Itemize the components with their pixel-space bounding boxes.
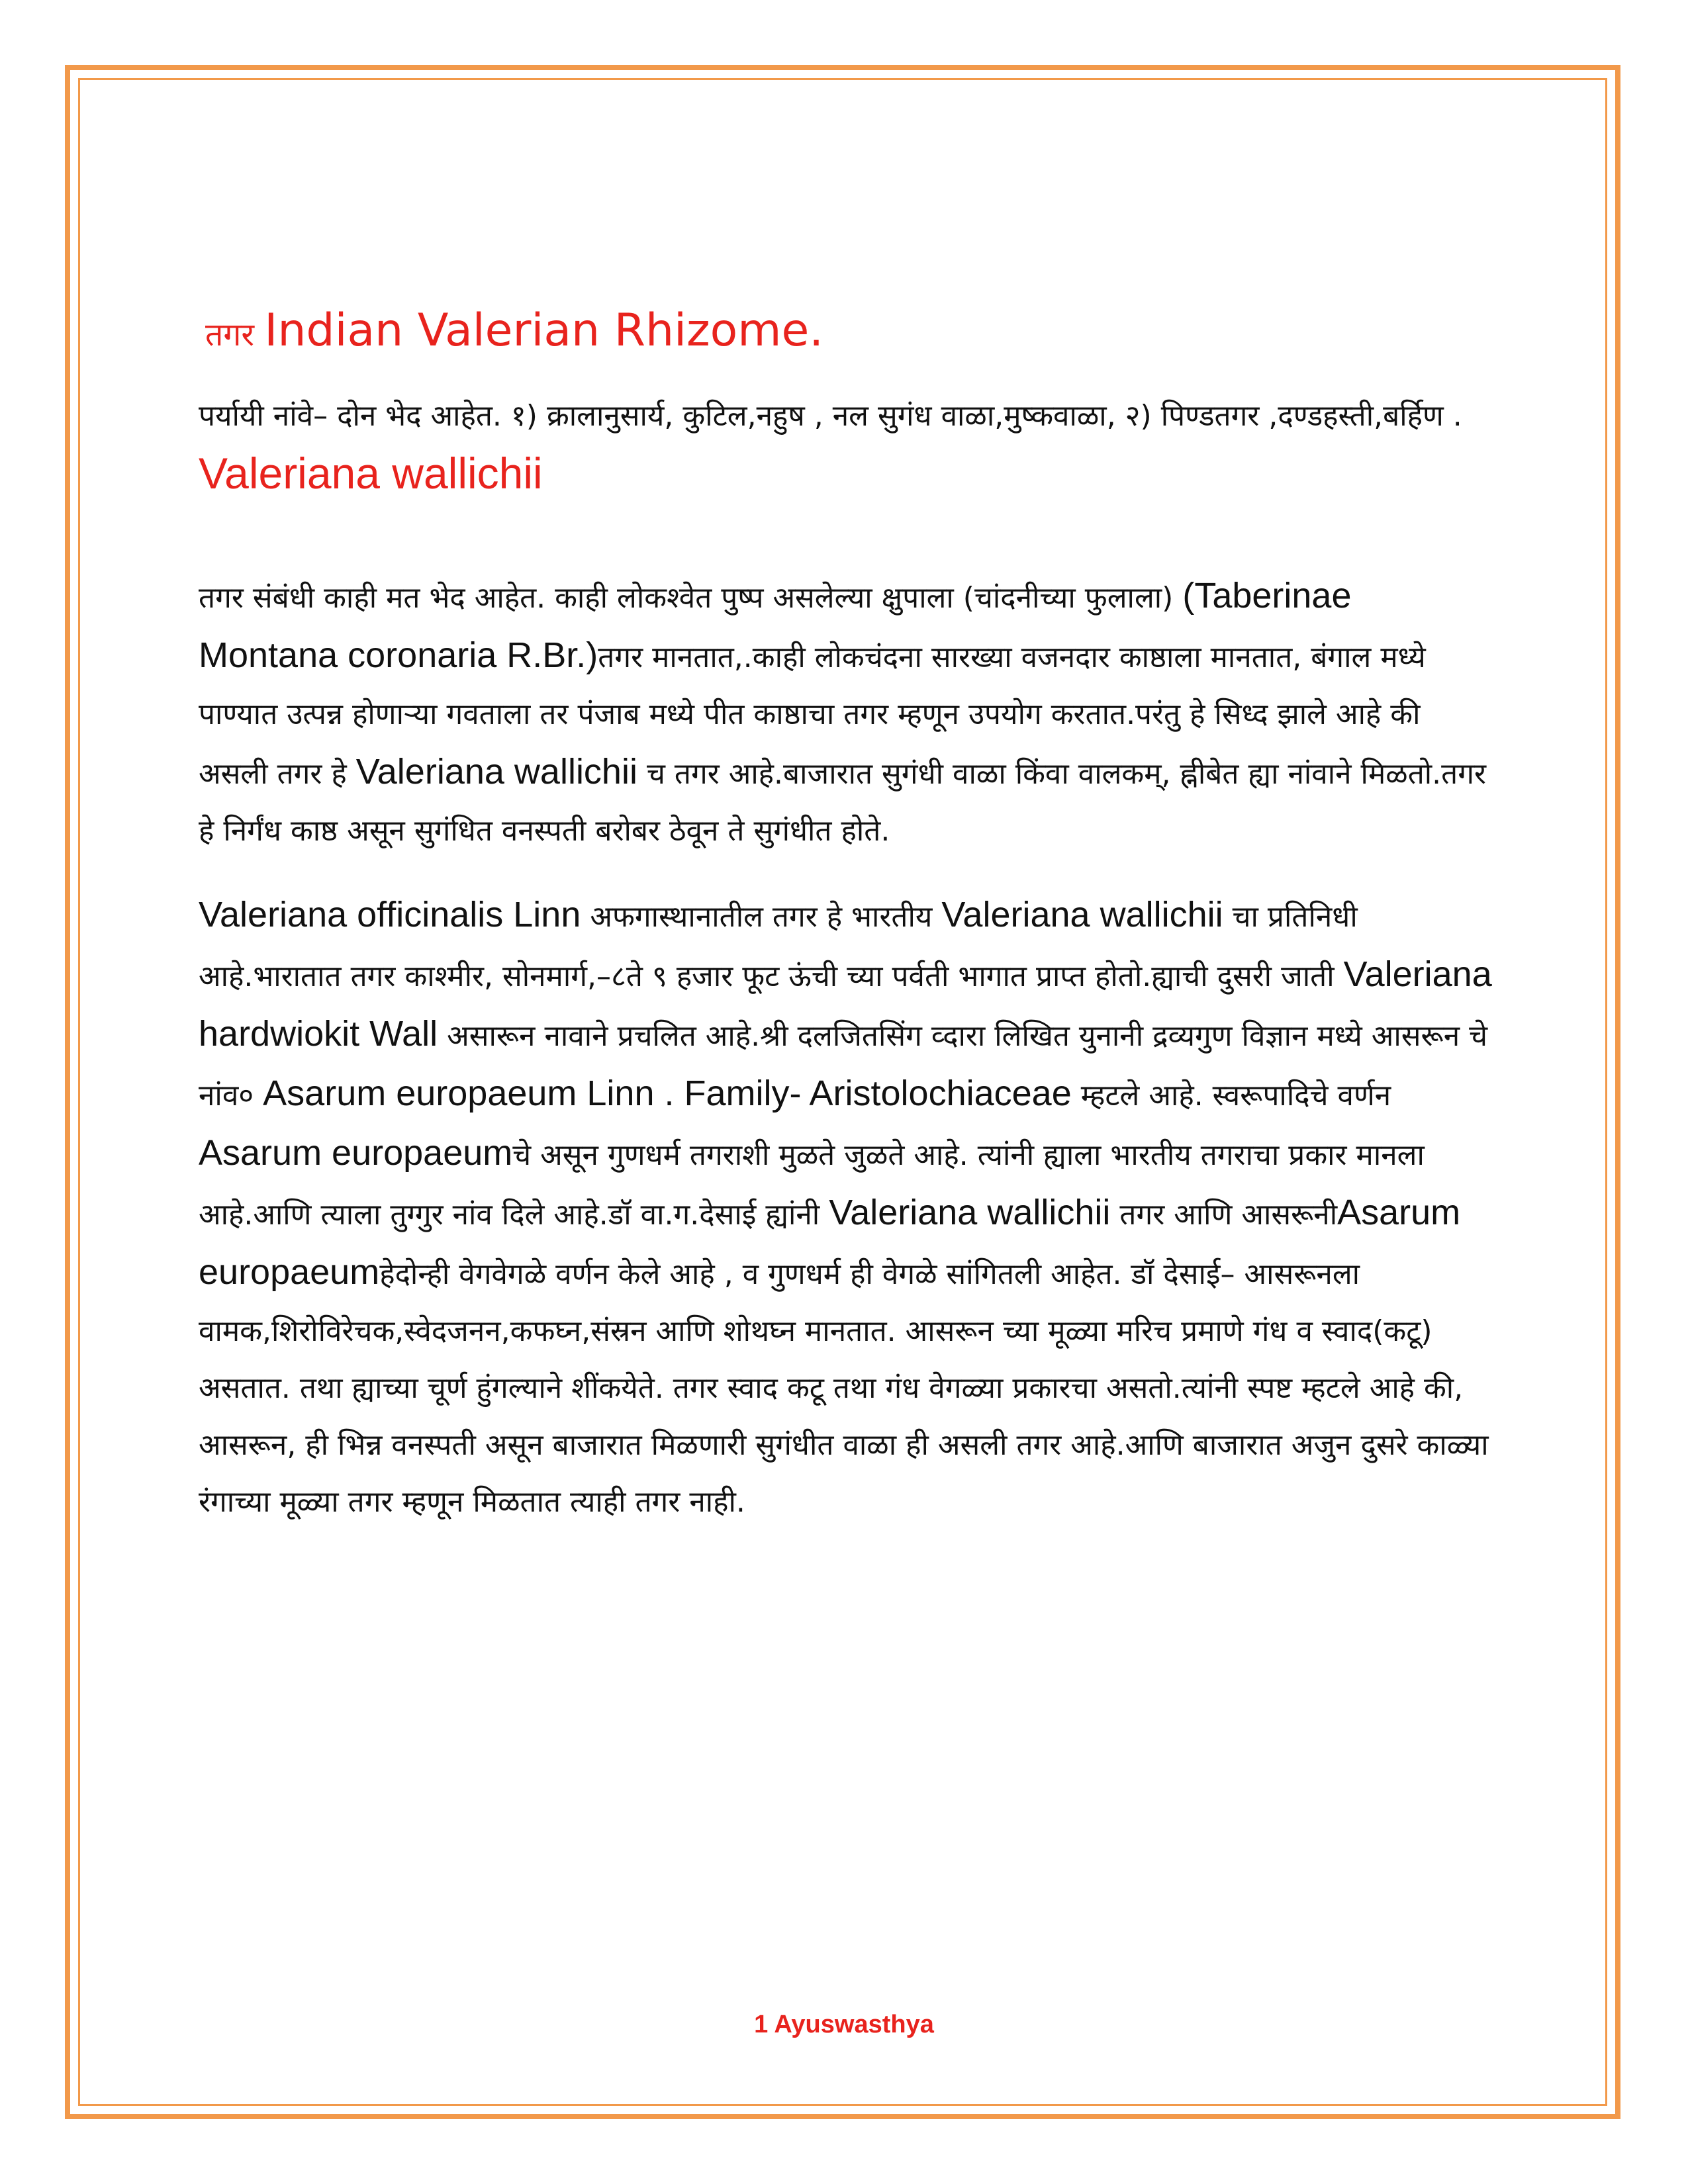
p3-part7: हेदोन्ही वेगवेगळे वर्णन केले आहे , व गुणधर्म ही वेगळे सांगितली आहेत. डॉ देसाई– आसरूनला वामक,शिरोविरेचक,स्वेदजनन,कफघ्न,संस्रन आणि शोथघ्न मानतात. आसरून च्या मूळ्या मरिच प्रमाणे गंध व स्वाद(कटू) असतात. तथा ह्याच्या चूर्ण हुंगल्याने शींकयेते. तगर स्वाद कटू तथा गंध वेगळ्या प्रकारचा असतो.त्यांनी स्पष्ट म्हटले आहे की, आसरून, ही भिन्न वनस्पती असून बाजारात मिळणारी सुगंधीत वाळा ही असली तगर आहे.आणि बाजारात अजुन दुसरे काळ्या रंगाच्या मूळ्या तगर म्हणून मिळतात त्याही तगर नाही. xyxy=(199,1257,1489,1519)
p3-part5: चे असून गुणधर्म तगराशी मुळते जुळते आहे. त्यांनी ह्याला भारतीय तगराचा प्रकार मानला आहे.आणि त्याला तुग्गुर नांव दिले आहे.डॉ वा.ग.देसाई ह्यांनी xyxy=(199,1138,1425,1232)
p3-latin1: Valeriana officinalis Linn xyxy=(199,895,581,934)
document-body xyxy=(199,298,1496,1531)
p2-latin2: Valeriana wallichii xyxy=(355,752,637,792)
p3-latin5: Asarum europaeum xyxy=(199,1133,513,1173)
page-title xyxy=(205,298,1496,368)
paragraph-2 xyxy=(199,567,1496,860)
paragraph-3 xyxy=(199,886,1496,1531)
p2-part3: च तगर आहे.बाजारात सुगंधी वाळा किंवा वालकम्, ह्नीबेत ह्या नांवाने मिळतो.तगर हे निर्गंध काष्ठ असून सुगंधित वनस्पती बरोबर ठेवून ते सुगंधीत होते. xyxy=(199,757,1487,848)
title-english: Indian Valerian Rhizome. xyxy=(264,304,823,357)
p3-latin2: Valeriana wallichii xyxy=(941,895,1223,934)
p3-part2: चा प्रतिनिधी आहे.भारातात तगर काश्मीर, सोनमार्ग,–८ते ९ हजार फूट ऊंची च्या पर्वती भागात प्राप्त होतो.ह्याची दुसरी जाती xyxy=(199,900,1358,993)
synonyms-text: पर्यायी नांवे– दोन भेद आहेत. १) क्रालानुसार्य, कुटिल,नहुष , नल सुगंध वाळा,मुष्कवाळा, २) पिण्डतगर ,दण्डहस्ती,बर्हिण . xyxy=(199,399,1462,433)
p3-latin3: Valeriana hardwiokit Wall xyxy=(199,954,1492,1054)
p3-latin6: Valeriana wallichii xyxy=(829,1193,1111,1232)
p3-latin4: Asarum europaeum Linn . Family- Aristolochiaceae xyxy=(263,1073,1072,1113)
p3-part4: म्हटले आहे. स्वरूपादिचे वर्णन xyxy=(1071,1079,1391,1113)
synonyms-latin-name: Valeriana wallichii xyxy=(199,449,543,498)
p2-part2: तगर मानतात,.काही लोकचंदना सारख्या वजनदार काष्ठाला मानतात, बंगाल मध्ये पाण्यात उत्पन्न होणाऱ्या गवताला तर पंजाब मध्ये पीत काष्ठाचा तगर म्हणून उपयोग करतात.परंतु हे सिध्द झाले आहे की असली तगर हे xyxy=(199,641,1426,791)
synonyms-paragraph xyxy=(199,388,1496,508)
title-marathi: तगर xyxy=(205,316,265,353)
p3-latin7: Asarum europaeum xyxy=(199,1193,1461,1292)
p3-part6: तगर आणि आसरूनी xyxy=(1110,1198,1338,1232)
p3-part1: अफगास्थानातील तगर हे भारतीय xyxy=(581,900,942,934)
p3-part3: असारून नावाने प्रचलित आहे.श्री दलजितसिंग व्दारा लिखित युनानी द्रव्यगुण विज्ञान मध्ये आसरून चे नांव० xyxy=(199,1019,1488,1113)
p2-part1: तगर संबंधी काही मत भेद आहेत. काही लोकश्वेत पुष्प असलेल्या क्षुपाला (चांदनीच्या फुलाला) xyxy=(199,581,1183,615)
p2-latin1: (Taberinae Montana coronaria R.Br.) xyxy=(199,576,1352,675)
page-footer: 1 Ayuswasthya xyxy=(754,2011,934,2038)
